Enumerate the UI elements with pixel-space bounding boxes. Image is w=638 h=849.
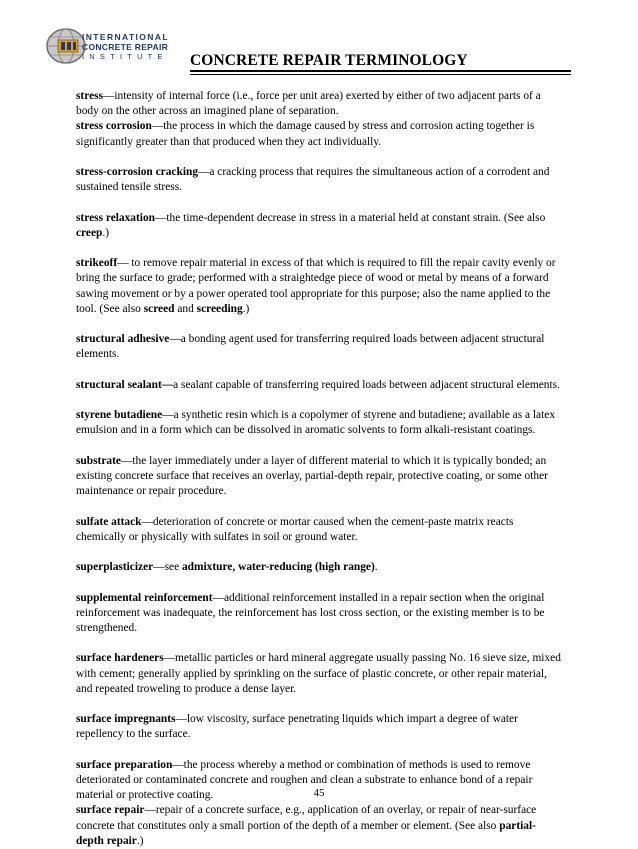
definition: low viscosity, surface penetrating liquids which impart a degree of water repellency to the surface.	[76, 713, 518, 741]
glossary-content	[76, 89, 562, 849]
definition: the process in which the damage caused by stress and corrosion acting together is significantly greater than that produced when they act individually.	[76, 120, 535, 148]
cross-reference: partial-depth repair	[76, 819, 536, 847]
separator: —	[103, 90, 115, 102]
definition-tail: .)	[242, 302, 250, 315]
glossary-entry-styrene-butadiene	[76, 408, 562, 438]
separator: —	[151, 120, 164, 133]
glossary-entry-surface-hardeners	[76, 651, 562, 697]
glossary-entry-surface-impregnants	[76, 712, 562, 742]
term: structural sealant—	[76, 378, 174, 391]
glossary-entry-stress-corrosion	[76, 119, 562, 149]
term: surface preparation	[76, 758, 173, 771]
term: substrate	[76, 454, 121, 467]
glossary-entry-stress-corrosion-cracking	[76, 165, 562, 195]
term: stress-corrosion cracking	[76, 166, 199, 178]
term: sulfate attack	[76, 515, 142, 528]
separator: —	[153, 561, 165, 574]
separator: —	[162, 409, 174, 422]
definition: metallic particles or hard mineral aggregate usually passing No. 16 sieve size, mixed with cement; generally applied by sprinkling on the surface of plastic concrete, or other repair material, and repeated troweling to produce a dense layer.	[76, 652, 561, 695]
term: surface impregnants	[76, 713, 176, 726]
separator: —	[155, 211, 167, 224]
definition: the layer immediately under a layer of different material to which it is typically bonded; an existing concrete surface that receives an overlay, partial-depth repair, protective coating, or some other maintenance or repair procedure.	[76, 454, 548, 498]
separator: —	[169, 333, 181, 346]
definition: the process whereby a method or combination of methods is used to remove deteriorated or contaminated concrete and roughen and clean a substrate to enhance bond of a repair material or protective coating.	[76, 758, 533, 802]
separator: —	[198, 166, 210, 178]
page-number: 45	[313, 787, 325, 799]
logo-text	[82, 32, 169, 62]
cross-reference: screed	[143, 302, 175, 315]
term: surface repair	[76, 804, 145, 817]
glossary-entry-substrate	[76, 454, 562, 500]
term: stress relaxation	[76, 211, 155, 224]
term: structural adhesive	[76, 333, 170, 346]
page-title: CONCRETE REPAIR TERMINOLOGY	[190, 52, 468, 69]
separator: —	[172, 758, 184, 771]
glossary-entry-strikeoff	[76, 256, 562, 317]
term: strikeoff	[76, 257, 118, 270]
cross-reference: creep	[76, 226, 103, 239]
definition: deterioration of concrete or mortar caused when the cement-paste matrix reacts chemically or physically with sulfates in soil or ground water.	[76, 515, 514, 543]
logo-line-2: CONCRETE REPAIR	[82, 42, 169, 52]
definition-tail: .)	[102, 226, 110, 239]
glossary-entry-supplemental-reinforcement	[76, 591, 562, 637]
glossary-entry-sulfate-attack	[76, 515, 562, 545]
glossary-entry-stress	[76, 89, 562, 119]
cross-reference: screeding	[196, 302, 243, 315]
definition-tail: .	[374, 561, 378, 574]
glossary-entry-stress-relaxation	[76, 211, 562, 241]
separator: —	[144, 804, 156, 817]
term: styrene butadiene	[76, 409, 163, 422]
logo-line-1: INTERNATIONAL	[82, 32, 169, 42]
separator: —	[141, 515, 153, 528]
definition: a synthetic resin which is a copolymer of styrene and butadiene; available as a latex emulsion and in a form which can be dissolved in aromatic solvents to form alkali-resistant coatings.	[76, 409, 556, 437]
header-rule-thick	[190, 70, 571, 72]
definition: the time-dependent decrease in stress in a material held at constant strain. (See also	[166, 211, 546, 224]
definition-tail: .)	[136, 834, 144, 847]
definition-mid: and	[174, 302, 197, 315]
logo-line-3: INSTITUTE	[82, 52, 168, 61]
separator: —	[120, 454, 133, 467]
separator: —	[175, 713, 187, 726]
glossary-entry-structural-sealant	[76, 378, 562, 393]
term: superplasticizer	[76, 561, 154, 574]
term: stress corrosion	[76, 120, 152, 133]
separator: —	[212, 591, 224, 604]
definition: intensity of internal force (i.e., force per unit area) exerted by either of two adjacent parts of a body on the other across an imagined plane of separation.	[76, 90, 541, 118]
definition: a sealant capable of transferring required loads between adjacent structural elements.	[173, 378, 560, 391]
definition: see	[164, 561, 182, 574]
definition: to remove repair material in excess of that which is required to fill the repair cavity evenly or bring the surface to grade; performed with a straightedge piece of wood or metal by means of a forward sawing movement or by a power operated tool appropriate for this purpose; also the name applied to the tool. (See also	[76, 257, 556, 315]
separator: —	[163, 652, 176, 665]
definition: repair of a concrete surface, e.g., application of an overlay, or repair of near-surface concrete that constitutes only a small portion of the depth of a member or element. (See also	[76, 804, 537, 832]
separator: —	[117, 257, 132, 270]
definition: additional reinforcement installed in a repair section when the original reinforcement was inadequate, the reinforcement has lost cross section, or the existing member is to be strengthened.	[76, 591, 545, 634]
term: surface hardeners	[76, 652, 164, 665]
glossary-entry-superplasticizer	[76, 560, 562, 575]
glossary-entry-structural-adhesive	[76, 332, 562, 362]
definition: a bonding agent used for transferring required loads between adjacent structural elements.	[76, 333, 545, 361]
definition: a cracking process that requires the simultaneous action of a corrodent and sustained tensile stress.	[76, 166, 550, 194]
term: supplemental reinforcement	[76, 591, 213, 604]
term: stress	[76, 90, 103, 102]
cross-reference: admixture, water-reducing (high range)	[181, 561, 375, 574]
header-rule-thin	[190, 74, 571, 75]
glossary-entry-surface-repair	[76, 803, 562, 849]
